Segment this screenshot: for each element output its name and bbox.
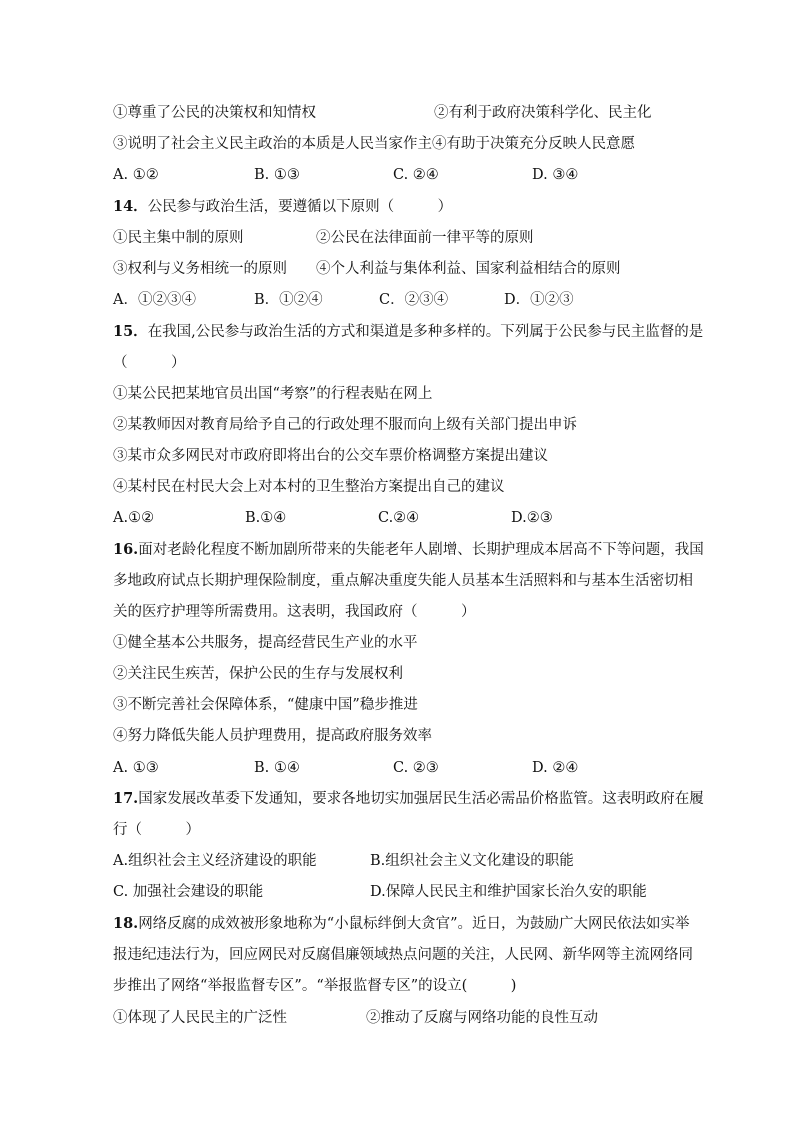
q14-option-4: ④个人利益与集体利益、国家利益相结合的原则 xyxy=(316,261,621,277)
q14-option-3: ③权利与义务相统一的原则 xyxy=(113,261,287,277)
q13-option-4: ④有助于决策充分反映人民意愿 xyxy=(432,136,635,152)
q13-choice-b: B. ①③ xyxy=(254,167,300,183)
q17-choice-d: D.保障人民民主和维护国家长治久安的职能 xyxy=(370,884,647,900)
q17-stem xyxy=(113,789,704,809)
q16-choice-a: A. ①③ xyxy=(113,760,159,776)
q13-choice-d: D. ③④ xyxy=(532,167,579,183)
q16-stem-cont-1: 多地政府试点长期护理保险制度，重点解决重度失能人员基本生活照料和与基本生活密切相 xyxy=(113,573,693,589)
q16-option-4: ④努力降低失能人员护理费用，提高政府服务效率 xyxy=(113,728,432,744)
q16-stem-cont-2: 关的医疗护理等所需费用。这表明，我国政府（ ） xyxy=(113,604,476,620)
q16-option-3: ③不断完善社会保障体系，“健康中国”稳步推进 xyxy=(113,697,418,713)
q18-stem xyxy=(113,914,690,934)
q14-number: 14． xyxy=(113,198,148,215)
q15-choice-a: A.①② xyxy=(113,510,155,526)
q13-choice-c: C. ②④ xyxy=(393,167,439,183)
q18-stem-cont-1: 报违纪违法行为，回应网民对反腐倡廉领域热点问题的关注，人民网、新华网等主流网络同 xyxy=(113,947,693,963)
q15-option-2: ②某教师因对教育局给予自己的行政处理不服而向上级有关部门提出申诉 xyxy=(113,417,577,433)
q13-option-1: ①尊重了公民的决策权和知情权 xyxy=(113,105,316,121)
q16-choice-d: D. ②④ xyxy=(532,760,579,776)
q13-option-3: ③说明了社会主义民主政治的本质是人民当家作主 xyxy=(113,136,432,152)
q18-option-1: ①体现了人民民主的广泛性 xyxy=(113,1010,287,1026)
q13-choice-a: A. ①② xyxy=(113,167,159,183)
q15-option-4: ④某村民在村民大会上对本村的卫生整治方案提出自己的建议 xyxy=(113,479,505,495)
q17-choice-c: C. 加强社会建设的职能 xyxy=(113,884,264,900)
q18-option-2: ②推动了反腐与网络功能的良性互动 xyxy=(366,1010,598,1026)
q14-choice-c: C．②③④ xyxy=(379,292,449,308)
q18-number: 18. xyxy=(113,915,139,932)
q14-option-1: ①民主集中制的原则 xyxy=(113,230,244,246)
q16-stem xyxy=(113,540,704,560)
q14-choice-a: A．①②③④ xyxy=(113,292,196,308)
q16-option-1: ①健全基本公共服务，提高经营民生产业的水平 xyxy=(113,635,418,651)
q13-option-2: ②有利于政府决策科学化、民主化 xyxy=(434,105,652,121)
q16-choice-c: C. ②③ xyxy=(393,760,439,776)
q15-stem-cont: （ ） xyxy=(113,355,186,371)
q17-choice-b: B.组织社会主义文化建设的职能 xyxy=(370,853,574,869)
q17-number: 17. xyxy=(113,790,139,807)
q16-text: 面对老龄化程度不断加剧所带来的失能老年人剧增、长期护理成本居高不下等问题，我国 xyxy=(138,542,704,558)
q15-text: 在我国,公民参与政治生活的方式和渠道是多种多样的。下列属于公民参与民主监督的是 xyxy=(147,324,704,340)
q17-stem-cont: 行（ ） xyxy=(113,822,200,838)
q15-choice-c: C.②④ xyxy=(378,510,420,526)
q18-text: 网络反腐的成效被形象地称为“小鼠标绊倒大贪官”。近日，为鼓励广大网民依法如实举 xyxy=(138,916,690,932)
q17-choice-a: A.组织社会主义经济建设的职能 xyxy=(113,853,317,869)
q14-text: 公民参与政治生活，要遵循以下原则（ ） xyxy=(147,199,453,215)
q16-number: 16. xyxy=(113,541,139,558)
q14-stem xyxy=(113,197,452,217)
q15-choice-b: B.①④ xyxy=(245,510,287,526)
q15-number: 15． xyxy=(113,323,148,340)
q15-option-3: ③某市众多网民对市政府即将出台的公交车票价格调整方案提出建议 xyxy=(113,448,548,464)
q15-stem xyxy=(113,322,703,342)
q14-option-2: ②公民在法律面前一律平等的原则 xyxy=(316,230,534,246)
q18-stem-cont-2: 步推出了网络“举报监督专区”。“举报监督专区”的设立( ) xyxy=(113,978,517,994)
q16-option-2: ②关注民生疾苦，保护公民的生存与发展权利 xyxy=(113,666,403,682)
q14-choice-d: D．①②③ xyxy=(504,292,574,308)
q14-choice-b: B．①②④ xyxy=(254,292,323,308)
q15-choice-d: D.②③ xyxy=(511,510,553,526)
q15-option-1: ①某公民把某地官员出国“考察”的行程表贴在网上 xyxy=(113,386,433,402)
q17-text: 国家发展改革委下发通知，要求各地切实加强居民生活必需品价格监管。这表明政府在履 xyxy=(138,791,704,807)
q16-choice-b: B. ①④ xyxy=(254,760,300,776)
